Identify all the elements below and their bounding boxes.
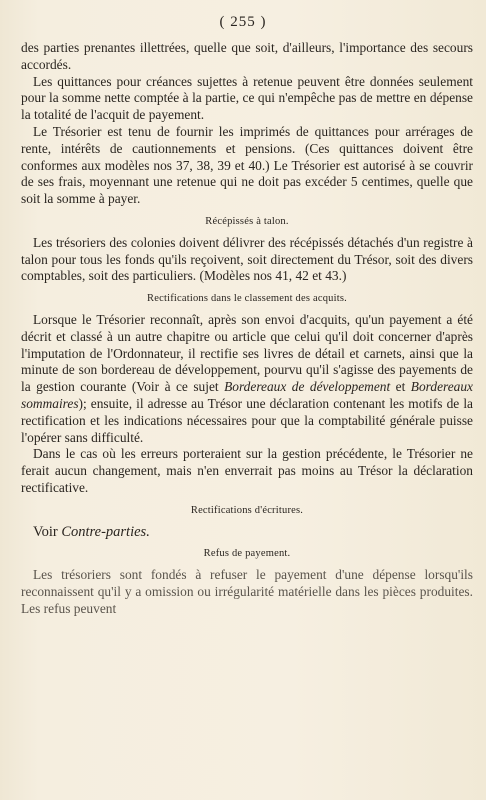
paragraph-rectifications-classement (21, 312, 473, 446)
paragraph-recepisses: Les trésoriers des colonies doivent délivrer des récépissés détachés d'un registre à talon pour tous les fonds qu'ils reçoivent, soit directement du Trésor, soit des divers comptables, soit des particuliers. (Modèles nos 41, 42 et 43.) (21, 234, 473, 284)
see-target: Contre-parties. (61, 523, 150, 540)
section-heading-refus: Refus de payement. (203, 548, 291, 560)
paragraph-refus-payement: Les trésoriers sont fondés à refuser le payement d'une dépense lorsqu'ils reconnaissent qu'il y a omission ou irrégularité matérielle dans les pièces produites. Les refus peuvent (21, 567, 473, 616)
section-heading-rectifications-ecritures: Rectifications d'écritures. (190, 504, 304, 516)
see-also-reference (33, 524, 473, 541)
italic-reference: Bordereaux de développement (224, 379, 391, 395)
paragraph-quittances-retenue: Les quittances pour créances sujettes à retenue peuvent être données seulement pour la somme nette comptée à la partie, ce qui n'empêche pas de mettre en dépense la totalité de l'acquit de payement. (21, 73, 473, 123)
paragraph-imprimes-quittances: Le Trésorier est tenu de fournir les imprimés de quittances pour arrérages de rente, intérêts de cautionnements et pensions. (Ces quittances doivent être conformes aux modèles nos 37, 38, 39 et 40.) Le Trésorier est autorisé à se couvrir de ses frais, moyennant une retenue qui ne doit pas excéder 5 centimes, quelle que soit la somme à payer. (21, 123, 473, 207)
page-number: ( 255 ) (219, 14, 267, 30)
text-run: Lorsque le Trésorier reconnaît, après son envoi d'acquits, qu'un payement a été décrit et classé à un autre chapitre ou article que celui qu'il doit concerner d'après l'imputation de l'Ordonnateur, il rectifie ses livres de détail et carnets, ainsi que la minute de son bordereau de développement, pourvu qu'il s'agisse des payements de la gestion courante (Voir à ce sujet (21, 311, 473, 395)
paragraph-gestion-precedente: Dans le cas où les erreurs porteraient sur la gestion précédente, le Trésorier ne ferait aucun changement, mais n'en enverrait pas moins au Trésor la déclaration rectificative. (21, 446, 473, 495)
section-heading-rectifications-classement: Rectifications dans le classement des acquits. (147, 293, 347, 305)
italic-reference: Bordereaux sommaires (21, 379, 473, 411)
page-body (21, 40, 473, 618)
section-heading-recepisses: Récépissés à talon. (205, 215, 289, 227)
text-run: ); ensuite, il adresse au Trésor une déclaration contenant les motifs de la rectification et les indications nécessaires pour que la comptabilité générale puisse l'opérer sans difficulté. (21, 395, 473, 445)
continuation-paragraph: des parties prenantes illettrées, quelle que soit, d'ailleurs, l'importance des secours accordés. (21, 40, 473, 72)
see-label: Voir (33, 523, 62, 540)
text-run: et (390, 379, 411, 395)
